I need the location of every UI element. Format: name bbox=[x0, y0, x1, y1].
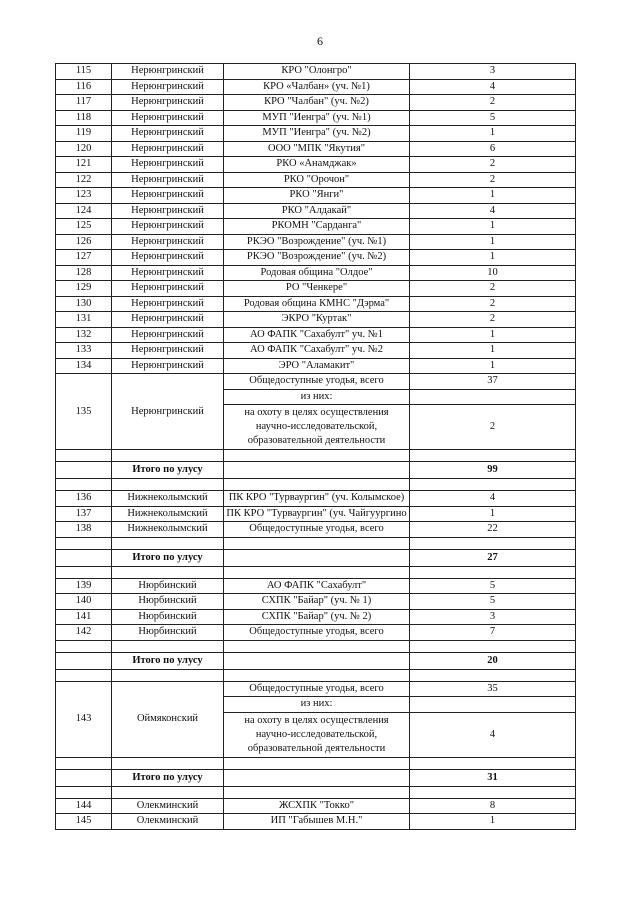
total-count: 99 bbox=[410, 462, 576, 479]
organization-name: Общедоступные угодья, всего bbox=[224, 681, 410, 697]
district-name: Нерюнгринский bbox=[112, 172, 224, 188]
empty-cell bbox=[224, 786, 410, 798]
organization-name: ООО "МПК "Якутия" bbox=[224, 141, 410, 157]
table-row bbox=[56, 64, 576, 80]
row-number: 135 bbox=[56, 374, 112, 450]
table-row bbox=[56, 172, 576, 188]
quota-count: 2 bbox=[410, 312, 576, 328]
total-blank-cell bbox=[224, 549, 410, 566]
organization-name: РКОМН "Сарданга" bbox=[224, 219, 410, 235]
district-name: Нижнеколымский bbox=[112, 491, 224, 507]
district-name: Нижнеколымский bbox=[112, 522, 224, 538]
empty-cell bbox=[410, 537, 576, 549]
row-number: 136 bbox=[56, 491, 112, 507]
row-number: 139 bbox=[56, 578, 112, 594]
organization-name: ЖСХПК "Токко" bbox=[224, 798, 410, 814]
empty-cell bbox=[224, 757, 410, 769]
row-number: 133 bbox=[56, 343, 112, 359]
page-number: 6 bbox=[317, 34, 323, 48]
table-row bbox=[56, 265, 576, 281]
quota-count: 6 bbox=[410, 141, 576, 157]
organization-name: РКЭО "Возрождение" (уч. №2) bbox=[224, 250, 410, 266]
quota-count: 4 bbox=[410, 79, 576, 95]
row-number: 128 bbox=[56, 265, 112, 281]
district-name: Нерюнгринский bbox=[112, 312, 224, 328]
table-row bbox=[56, 312, 576, 328]
table-row bbox=[56, 625, 576, 641]
spacer-row bbox=[56, 786, 576, 798]
district-name: Нерюнгринский bbox=[112, 250, 224, 266]
row-number: 145 bbox=[56, 814, 112, 830]
quota-count: 4 bbox=[410, 203, 576, 219]
row-number: 143 bbox=[56, 681, 112, 757]
empty-cell bbox=[410, 669, 576, 681]
district-name: Нерюнгринский bbox=[112, 157, 224, 173]
quota-count: 1 bbox=[410, 506, 576, 522]
quota-count: 1 bbox=[410, 234, 576, 250]
table-row bbox=[56, 343, 576, 359]
row-number: 125 bbox=[56, 219, 112, 235]
spacer-row bbox=[56, 537, 576, 549]
empty-cell bbox=[56, 450, 112, 462]
empty-cell bbox=[410, 786, 576, 798]
quota-count: 10 bbox=[410, 265, 576, 281]
total-row bbox=[56, 549, 576, 566]
empty-cell bbox=[56, 757, 112, 769]
quota-count: 2 bbox=[410, 157, 576, 173]
empty-cell bbox=[410, 450, 576, 462]
table-row bbox=[56, 594, 576, 610]
table-row bbox=[56, 95, 576, 111]
row-number: 126 bbox=[56, 234, 112, 250]
total-label: Итого по улусу bbox=[112, 652, 224, 669]
quota-count: 1 bbox=[410, 814, 576, 830]
quota-count bbox=[410, 697, 576, 713]
quota-count: 2 bbox=[410, 281, 576, 297]
row-number: 137 bbox=[56, 506, 112, 522]
spacer-row bbox=[56, 669, 576, 681]
quota-count: 5 bbox=[410, 110, 576, 126]
district-name: Нюрбинский bbox=[112, 578, 224, 594]
organization-name: Родовая община КМНС "Дэрма" bbox=[224, 296, 410, 312]
spacer-row bbox=[56, 450, 576, 462]
total-row bbox=[56, 769, 576, 786]
district-name: Нерюнгринский bbox=[112, 343, 224, 359]
quota-count: 2 bbox=[410, 95, 576, 111]
row-number: 115 bbox=[56, 64, 112, 80]
table-row bbox=[56, 219, 576, 235]
empty-cell bbox=[112, 479, 224, 491]
empty-cell bbox=[224, 640, 410, 652]
quota-count: 4 bbox=[410, 712, 576, 757]
district-name: Нерюнгринский bbox=[112, 296, 224, 312]
organization-name: Общедоступные угодья, всего bbox=[224, 374, 410, 390]
row-number: 144 bbox=[56, 798, 112, 814]
row-number: 123 bbox=[56, 188, 112, 204]
row-number: 116 bbox=[56, 79, 112, 95]
quota-count: 2 bbox=[410, 296, 576, 312]
empty-cell bbox=[112, 537, 224, 549]
district-name: Оймяконский bbox=[112, 681, 224, 757]
district-name: Нерюнгринский bbox=[112, 358, 224, 374]
spacer-row bbox=[56, 566, 576, 578]
table-row bbox=[56, 506, 576, 522]
total-blank-cell bbox=[56, 549, 112, 566]
row-number: 140 bbox=[56, 594, 112, 610]
district-name: Нерюнгринский bbox=[112, 281, 224, 297]
row-number: 141 bbox=[56, 609, 112, 625]
quota-count: 1 bbox=[410, 343, 576, 359]
district-name: Нерюнгринский bbox=[112, 95, 224, 111]
organization-name: АО ФАПК "Сахабулт" bbox=[224, 578, 410, 594]
district-name: Олекминский bbox=[112, 798, 224, 814]
table-row bbox=[56, 578, 576, 594]
district-name: Нерюнгринский bbox=[112, 234, 224, 250]
spacer-row bbox=[56, 757, 576, 769]
table-row bbox=[56, 110, 576, 126]
empty-cell bbox=[112, 566, 224, 578]
table-row bbox=[56, 281, 576, 297]
table-row bbox=[56, 681, 576, 697]
empty-cell bbox=[410, 479, 576, 491]
table-row bbox=[56, 358, 576, 374]
row-number: 117 bbox=[56, 95, 112, 111]
quota-count: 1 bbox=[410, 327, 576, 343]
organization-name: РКО "Янги" bbox=[224, 188, 410, 204]
total-label: Итого по улусу bbox=[112, 462, 224, 479]
district-name: Нюрбинский bbox=[112, 625, 224, 641]
organization-name: МУП "Иенгра" (уч. №1) bbox=[224, 110, 410, 126]
organization-name: ЭКРО "Куртак" bbox=[224, 312, 410, 328]
organization-name: СХПК "Байар" (уч. № 2) bbox=[224, 609, 410, 625]
district-name: Нерюнгринский bbox=[112, 265, 224, 281]
empty-cell bbox=[56, 537, 112, 549]
row-number: 122 bbox=[56, 172, 112, 188]
empty-cell bbox=[224, 479, 410, 491]
organization-name: РО "Ченкере" bbox=[224, 281, 410, 297]
district-name: Нерюнгринский bbox=[112, 64, 224, 80]
total-blank-cell bbox=[56, 652, 112, 669]
row-number: 118 bbox=[56, 110, 112, 126]
organization-name: Общедоступные угодья, всего bbox=[224, 625, 410, 641]
empty-cell bbox=[224, 450, 410, 462]
total-label: Итого по улусу bbox=[112, 549, 224, 566]
organization-name: ЭРО "Аламакит" bbox=[224, 358, 410, 374]
total-label: Итого по улусу bbox=[112, 769, 224, 786]
organization-name: СХПК "Байар" (уч. № 1) bbox=[224, 594, 410, 610]
total-row bbox=[56, 652, 576, 669]
row-number: 119 bbox=[56, 126, 112, 142]
total-blank-cell bbox=[224, 652, 410, 669]
district-name: Нерюнгринский bbox=[112, 327, 224, 343]
table-row bbox=[56, 327, 576, 343]
quota-count: 5 bbox=[410, 594, 576, 610]
table-row bbox=[56, 250, 576, 266]
empty-cell bbox=[56, 640, 112, 652]
empty-cell bbox=[56, 669, 112, 681]
organization-name: Родовая община "Олдое" bbox=[224, 265, 410, 281]
district-name: Нюрбинский bbox=[112, 594, 224, 610]
spacer-row bbox=[56, 640, 576, 652]
total-row bbox=[56, 462, 576, 479]
empty-cell bbox=[56, 566, 112, 578]
total-blank-cell bbox=[224, 462, 410, 479]
quota-count: 1 bbox=[410, 250, 576, 266]
organization-name: РКО "Алдакай" bbox=[224, 203, 410, 219]
quota-count: 35 bbox=[410, 681, 576, 697]
quota-count: 2 bbox=[410, 172, 576, 188]
organization-name: КРО "Олонгро" bbox=[224, 64, 410, 80]
quota-count: 2 bbox=[410, 405, 576, 450]
row-number: 120 bbox=[56, 141, 112, 157]
quota-count: 3 bbox=[410, 64, 576, 80]
empty-cell bbox=[410, 757, 576, 769]
table-row bbox=[56, 157, 576, 173]
table-row bbox=[56, 522, 576, 538]
table-row bbox=[56, 79, 576, 95]
empty-cell bbox=[410, 640, 576, 652]
organization-name: на охоту в целях осуществления научно-исследовательской, образовательной деятельности bbox=[224, 712, 410, 757]
total-count: 27 bbox=[410, 549, 576, 566]
row-number: 124 bbox=[56, 203, 112, 219]
row-number: 134 bbox=[56, 358, 112, 374]
table-row bbox=[56, 798, 576, 814]
empty-cell bbox=[224, 566, 410, 578]
table-row bbox=[56, 814, 576, 830]
row-number: 130 bbox=[56, 296, 112, 312]
table-row bbox=[56, 491, 576, 507]
table-row bbox=[56, 188, 576, 204]
organization-name: ПК КРО "Турваургин" (уч. Чайгуургино bbox=[224, 506, 410, 522]
table-row bbox=[56, 126, 576, 142]
row-number: 131 bbox=[56, 312, 112, 328]
organization-name: из них: bbox=[224, 697, 410, 713]
table-row bbox=[56, 203, 576, 219]
quota-count: 7 bbox=[410, 625, 576, 641]
quota-count: 1 bbox=[410, 126, 576, 142]
district-name: Нюрбинский bbox=[112, 609, 224, 625]
district-name: Нерюнгринский bbox=[112, 79, 224, 95]
district-name: Нерюнгринский bbox=[112, 374, 224, 450]
district-name: Нижнеколымский bbox=[112, 506, 224, 522]
organization-name: РКО "Орочон" bbox=[224, 172, 410, 188]
table-row bbox=[56, 296, 576, 312]
spacer-row bbox=[56, 479, 576, 491]
organization-name: Общедоступные угодья, всего bbox=[224, 522, 410, 538]
table-row bbox=[56, 234, 576, 250]
empty-cell bbox=[112, 786, 224, 798]
hunting-quota-table bbox=[55, 63, 576, 830]
quota-count: 22 bbox=[410, 522, 576, 538]
table-row bbox=[56, 374, 576, 390]
district-name: Нерюнгринский bbox=[112, 110, 224, 126]
quota-count: 1 bbox=[410, 219, 576, 235]
organization-name: РКЭО "Возрождение" (уч. №1) bbox=[224, 234, 410, 250]
organization-name: КРО «Чалбан» (уч. №1) bbox=[224, 79, 410, 95]
empty-cell bbox=[112, 450, 224, 462]
empty-cell bbox=[56, 786, 112, 798]
empty-cell bbox=[56, 479, 112, 491]
row-number: 127 bbox=[56, 250, 112, 266]
district-name: Нерюнгринский bbox=[112, 141, 224, 157]
empty-cell bbox=[224, 537, 410, 549]
quota-count: 8 bbox=[410, 798, 576, 814]
empty-cell bbox=[224, 669, 410, 681]
table-row bbox=[56, 609, 576, 625]
district-name: Нерюнгринский bbox=[112, 203, 224, 219]
empty-cell bbox=[112, 757, 224, 769]
empty-cell bbox=[112, 669, 224, 681]
district-name: Нерюнгринский bbox=[112, 188, 224, 204]
quota-count: 1 bbox=[410, 188, 576, 204]
quota-count: 4 bbox=[410, 491, 576, 507]
quota-count: 3 bbox=[410, 609, 576, 625]
empty-cell bbox=[112, 640, 224, 652]
organization-name: из них: bbox=[224, 389, 410, 405]
total-blank-cell bbox=[56, 769, 112, 786]
district-name: Олекминский bbox=[112, 814, 224, 830]
table-body bbox=[56, 64, 576, 830]
empty-cell bbox=[410, 566, 576, 578]
district-name: Нерюнгринский bbox=[112, 219, 224, 235]
district-name: Нерюнгринский bbox=[112, 126, 224, 142]
organization-name: на охоту в целях осуществления научно-исследовательской, образовательной деятельности bbox=[224, 405, 410, 450]
total-count: 31 bbox=[410, 769, 576, 786]
table-row bbox=[56, 141, 576, 157]
organization-name: АО ФАПК "Сахабулт" уч. №2 bbox=[224, 343, 410, 359]
organization-name: КРО "Чалбан" (уч. №2) bbox=[224, 95, 410, 111]
row-number: 142 bbox=[56, 625, 112, 641]
quota-count: 5 bbox=[410, 578, 576, 594]
organization-name: МУП "Иенгра" (уч. №2) bbox=[224, 126, 410, 142]
row-number: 132 bbox=[56, 327, 112, 343]
total-blank-cell bbox=[224, 769, 410, 786]
quota-count: 37 bbox=[410, 374, 576, 390]
organization-name: ПК КРО "Турваургин" (уч. Колымское) bbox=[224, 491, 410, 507]
total-count: 20 bbox=[410, 652, 576, 669]
organization-name: АО ФАПК "Сахабулт" уч. №1 bbox=[224, 327, 410, 343]
total-blank-cell bbox=[56, 462, 112, 479]
row-number: 129 bbox=[56, 281, 112, 297]
quota-count: 1 bbox=[410, 358, 576, 374]
row-number: 138 bbox=[56, 522, 112, 538]
organization-name: РКО «Анамджак» bbox=[224, 157, 410, 173]
row-number: 121 bbox=[56, 157, 112, 173]
organization-name: ИП "Габышев М.Н." bbox=[224, 814, 410, 830]
quota-count bbox=[410, 389, 576, 405]
